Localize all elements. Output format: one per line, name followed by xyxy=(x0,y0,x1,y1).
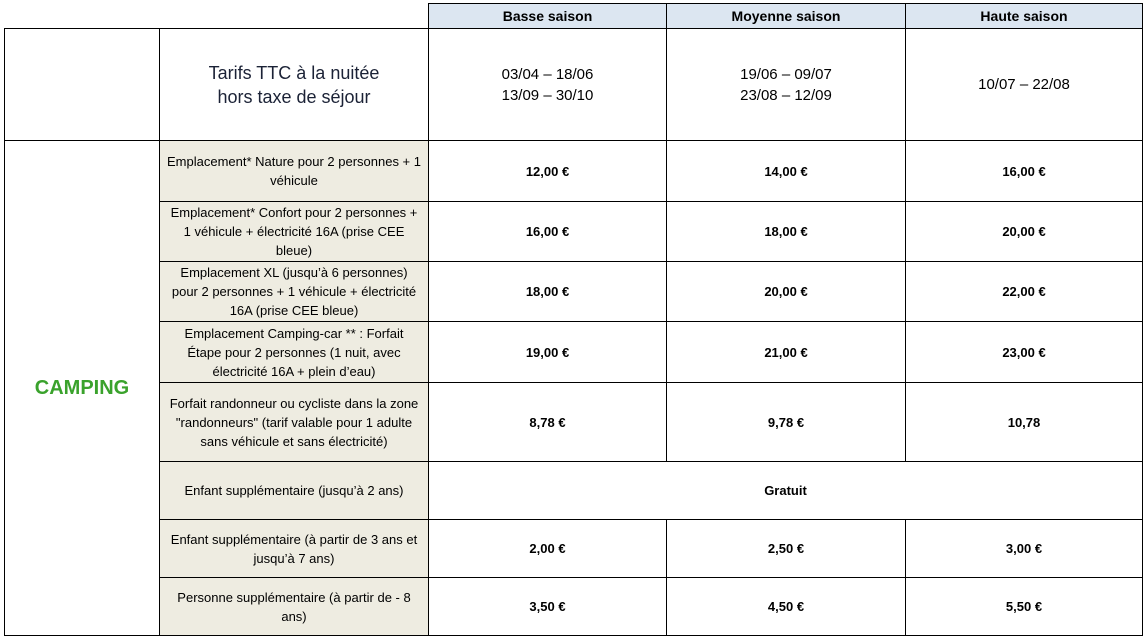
price-moyenne: 4,50 € xyxy=(667,578,906,636)
price-moyenne: 20,00 € xyxy=(667,262,906,322)
period-moyenne-line2: 23/08 – 12/09 xyxy=(740,86,832,104)
row-label: Personne supplémentaire (à partir de - 8 ans) xyxy=(160,578,429,636)
period-moyenne-line1: 19/06 – 09/07 xyxy=(740,65,832,83)
tariff-table xyxy=(4,3,1143,636)
row-label: Forfait randonneur ou cycliste dans la zone "randonneurs" (tarif valable pour 1 adulte sans véhicule et sans électricité) xyxy=(160,383,429,462)
tarif-title-cell xyxy=(160,29,429,141)
price-haute: 10,78 xyxy=(906,383,1143,462)
header-basse-saison: Basse saison xyxy=(429,4,667,29)
period-basse-line1: 03/04 – 18/06 xyxy=(501,65,594,83)
row-label: Emplacement* Nature pour 2 personnes + 1 véhicule xyxy=(160,141,429,202)
period-basse-line2: 13/09 – 30/10 xyxy=(501,86,594,104)
section-label-camping: CAMPING xyxy=(5,141,160,636)
price-moyenne: 21,00 € xyxy=(667,322,906,383)
price-haute: 16,00 € xyxy=(906,141,1143,202)
price-haute: 20,00 € xyxy=(906,202,1143,262)
price-haute: 23,00 € xyxy=(906,322,1143,383)
price-basse: 19,00 € xyxy=(429,322,667,383)
period-basse xyxy=(429,29,667,141)
row-label: Enfant supplémentaire (jusqu’à 2 ans) xyxy=(160,462,429,520)
price-basse: 12,00 € xyxy=(429,141,667,202)
period-haute-line1: 10/07 – 22/08 xyxy=(978,76,1070,93)
price-moyenne: 2,50 € xyxy=(667,520,906,578)
price-moyenne: 14,00 € xyxy=(667,141,906,202)
price-haute: 5,50 € xyxy=(906,578,1143,636)
price-basse: 16,00 € xyxy=(429,202,667,262)
tarif-title-line1: Tarifs TTC à la nuitée xyxy=(208,62,380,83)
price-basse: 18,00 € xyxy=(429,262,667,322)
price-moyenne: 18,00 € xyxy=(667,202,906,262)
header-blank xyxy=(5,4,429,29)
price-basse: 8,78 € xyxy=(429,383,667,462)
price-basse: 2,00 € xyxy=(429,520,667,578)
row-label: Emplacement Camping-car ** : Forfait Étape pour 2 personnes (1 nuit, avec électricité 16A + plein d’eau) xyxy=(160,322,429,383)
header-moyenne-saison: Moyenne saison xyxy=(667,4,906,29)
header-haute-saison: Haute saison xyxy=(906,4,1143,29)
price-haute: 22,00 € xyxy=(906,262,1143,322)
period-haute xyxy=(906,29,1143,141)
price-haute: 3,00 € xyxy=(906,520,1143,578)
price-merged-gratuit: Gratuit xyxy=(429,462,1143,520)
period-moyenne xyxy=(667,29,906,141)
tarif-title-line2: hors taxe de séjour xyxy=(217,86,371,107)
price-moyenne: 9,78 € xyxy=(667,383,906,462)
row-label: Enfant supplémentaire (à partir de 3 ans et jusqu’à 7 ans) xyxy=(160,520,429,578)
price-basse: 3,50 € xyxy=(429,578,667,636)
row-label: Emplacement XL (jusqu’à 6 personnes) pour 2 personnes + 1 véhicule + électricité 16A (prise CEE bleue) xyxy=(160,262,429,322)
tarif-blank-cell xyxy=(5,29,160,141)
row-label: Emplacement* Confort pour 2 personnes + 1 véhicule + électricité 16A (prise CEE bleue) xyxy=(160,202,429,262)
